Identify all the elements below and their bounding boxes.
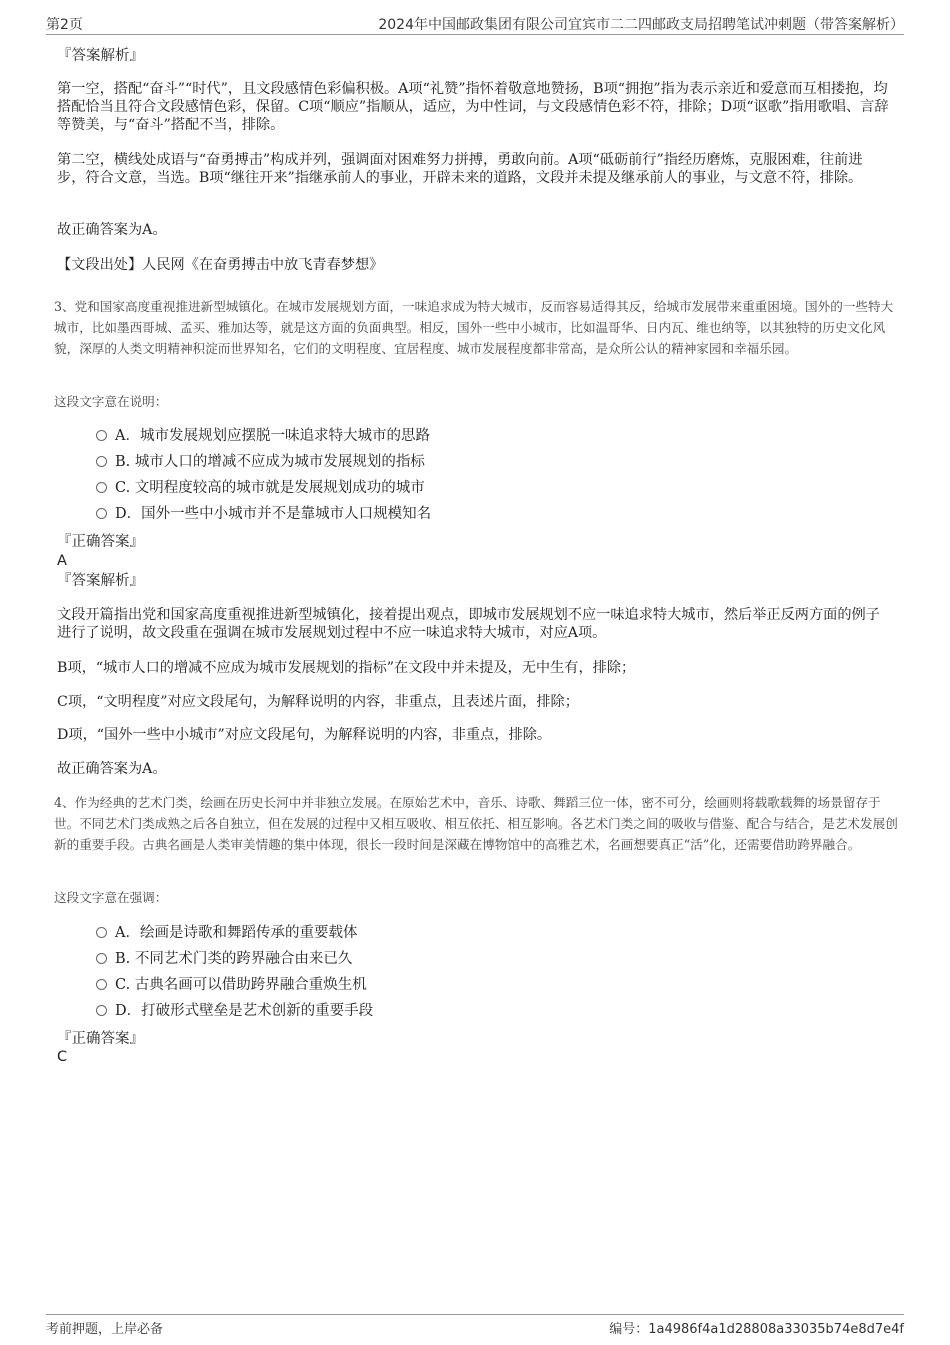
option-label: A．绘画是诗歌和舞蹈传承的重要载体 bbox=[115, 925, 358, 941]
document-title: 2024年中国邮政集团有限公司宜宾市二二四邮政支局招聘笔试冲刺题（带答案解析） bbox=[378, 17, 904, 33]
document-code: 编号：1a4986f4a1d28808a33035b74e8d7e4f bbox=[609, 1322, 904, 1337]
correct-answer-label: 『正确答案』 bbox=[57, 534, 144, 550]
conclusion-text: 故正确答案为A。 bbox=[57, 222, 167, 238]
radio-icon[interactable] bbox=[96, 927, 107, 938]
option-label: C. 古典名画可以借助跨界融合重焕生机 bbox=[115, 977, 367, 993]
radio-icon[interactable] bbox=[96, 1005, 107, 1016]
radio-icon[interactable] bbox=[96, 430, 107, 441]
source-citation: 【文段出处】人民网《在奋勇搏击中放飞青春梦想》 bbox=[57, 257, 384, 273]
answer-analysis-label: 『答案解析』 bbox=[57, 573, 144, 589]
option-label: B. 城市人口的增减不应成为城市发展规划的指标 bbox=[115, 454, 425, 470]
analysis-paragraph: 第二空，横线处成语与“奋勇搏击”构成并列，强调面对困难努力拼搏，勇敢向前。A项“砥砺前行”指经历磨炼，克服困难，往前进步，符合文意，当选。B项“继往开来”指继承前人的事业，开辟未来的道路，文段并未提及继承前人的事业，与文意不符，排除。 bbox=[57, 152, 863, 186]
option-label: D．打破形式壁垒是艺术创新的重要手段 bbox=[115, 1003, 374, 1019]
radio-icon[interactable] bbox=[96, 456, 107, 467]
correct-answer-label: 『正确答案』 bbox=[57, 1031, 144, 1047]
page-footer bbox=[46, 1314, 904, 1337]
question-prompt: 这段文字意在强调： bbox=[54, 890, 168, 905]
correct-answer: A bbox=[57, 553, 67, 569]
analysis-paragraph: B项，“城市人口的增减不应成为城市发展规划的指标”在文段中并未提及，无中生有，排除； bbox=[57, 660, 636, 676]
conclusion-text: 故正确答案为A。 bbox=[57, 761, 167, 777]
option-c[interactable] bbox=[96, 479, 425, 497]
analysis-paragraph: 第一空，搭配“奋斗”“时代”，且文段感情色彩偏积极。A项“礼赞”指怀着敬意地赞扬，B项“拥抱”指为表示亲近和爱意而互相搂抱，均搭配恰当且符合文段感情色彩，保留。C项“顺应”指顺从，适应，为中性词，与文段感情色彩不符，排除；D项“讴歌”指用歌唱、言辞等赞美，与“奋斗”搭配不当，排除。 bbox=[57, 81, 889, 133]
radio-icon[interactable] bbox=[96, 953, 107, 964]
option-b[interactable] bbox=[96, 950, 352, 968]
radio-icon[interactable] bbox=[96, 482, 107, 493]
option-a[interactable] bbox=[96, 427, 430, 445]
option-c[interactable] bbox=[96, 976, 367, 994]
option-label: A．城市发展规划应摆脱一味追求特大城市的思路 bbox=[115, 428, 430, 444]
correct-answer: C bbox=[57, 1049, 68, 1065]
analysis-paragraph: D项，“国外一些中小城市”对应文段尾句，为解释说明的内容，非重点，排除。 bbox=[57, 727, 552, 743]
page-number: 第2页 bbox=[46, 17, 83, 33]
question-prompt: 这段文字意在说明： bbox=[54, 394, 168, 409]
question-stem: 3、党和国家高度重视推进新型城镇化。在城市发展规划方面，一味追求成为特大城市，反而容易适得其反，给城市发展带来重重困境。国外的一些特大城市，比如墨西哥城、孟买、雅加达等，就是这方面的负面典型。相反，国外一些中小城市，比如温哥华、日内瓦、维也纳等，以其独特的历史文化风貌，深厚的人类文明精神积淀而世界知名，它们的文明程度、宜居程度、城市发展程度都非常高，是众所公认的精神家园和幸福乐园。 bbox=[54, 299, 894, 356]
option-label: C. 文明程度较高的城市就是发展规划成功的城市 bbox=[115, 480, 425, 496]
option-b[interactable] bbox=[96, 453, 425, 471]
radio-icon[interactable] bbox=[96, 508, 107, 519]
option-a[interactable] bbox=[96, 924, 357, 942]
footer-slogan: 考前押题，上岸必备 bbox=[46, 1322, 164, 1337]
analysis-paragraph: C项，“文明程度”对应文段尾句，为解释说明的内容，非重点，且表述片面，排除； bbox=[57, 694, 579, 710]
option-label: B. 不同艺术门类的跨界融合由来已久 bbox=[115, 951, 353, 967]
question-stem: 4、作为经典的艺术门类，绘画在历史长河中并非独立发展。在原始艺术中，音乐、诗歌、舞蹈三位一体，密不可分，绘画则将载歌载舞的场景留存于世。不同艺术门类成熟之后各自独立，但在发展的过程中又相互吸收、相互依托、相互影响。各艺术门类之间的吸收与借鉴、配合与结合，是艺术发展创新的重要手段。古典名画是人类审美情趣的集中体现，很长一段时间是深藏在博物馆中的高雅艺术，名画想要真正“活”化，还需要借助跨界融合。 bbox=[54, 795, 898, 852]
option-label: D．国外一些中小城市并不是靠城市人口规模知名 bbox=[115, 506, 432, 522]
analysis-paragraph: 文段开篇指出党和国家高度重视推进新型城镇化，接着提出观点，即城市发展规划不应一味追求特大城市，然后举正反两方面的例子进行了说明，故文段重在强调在城市发展规划过程中不应一味追求特大城市，对应A项。 bbox=[57, 607, 880, 641]
option-d[interactable] bbox=[96, 505, 431, 523]
page-header bbox=[46, 14, 904, 35]
answer-analysis-label: 『答案解析』 bbox=[57, 48, 144, 64]
option-d[interactable] bbox=[96, 1002, 373, 1020]
radio-icon[interactable] bbox=[96, 979, 107, 990]
